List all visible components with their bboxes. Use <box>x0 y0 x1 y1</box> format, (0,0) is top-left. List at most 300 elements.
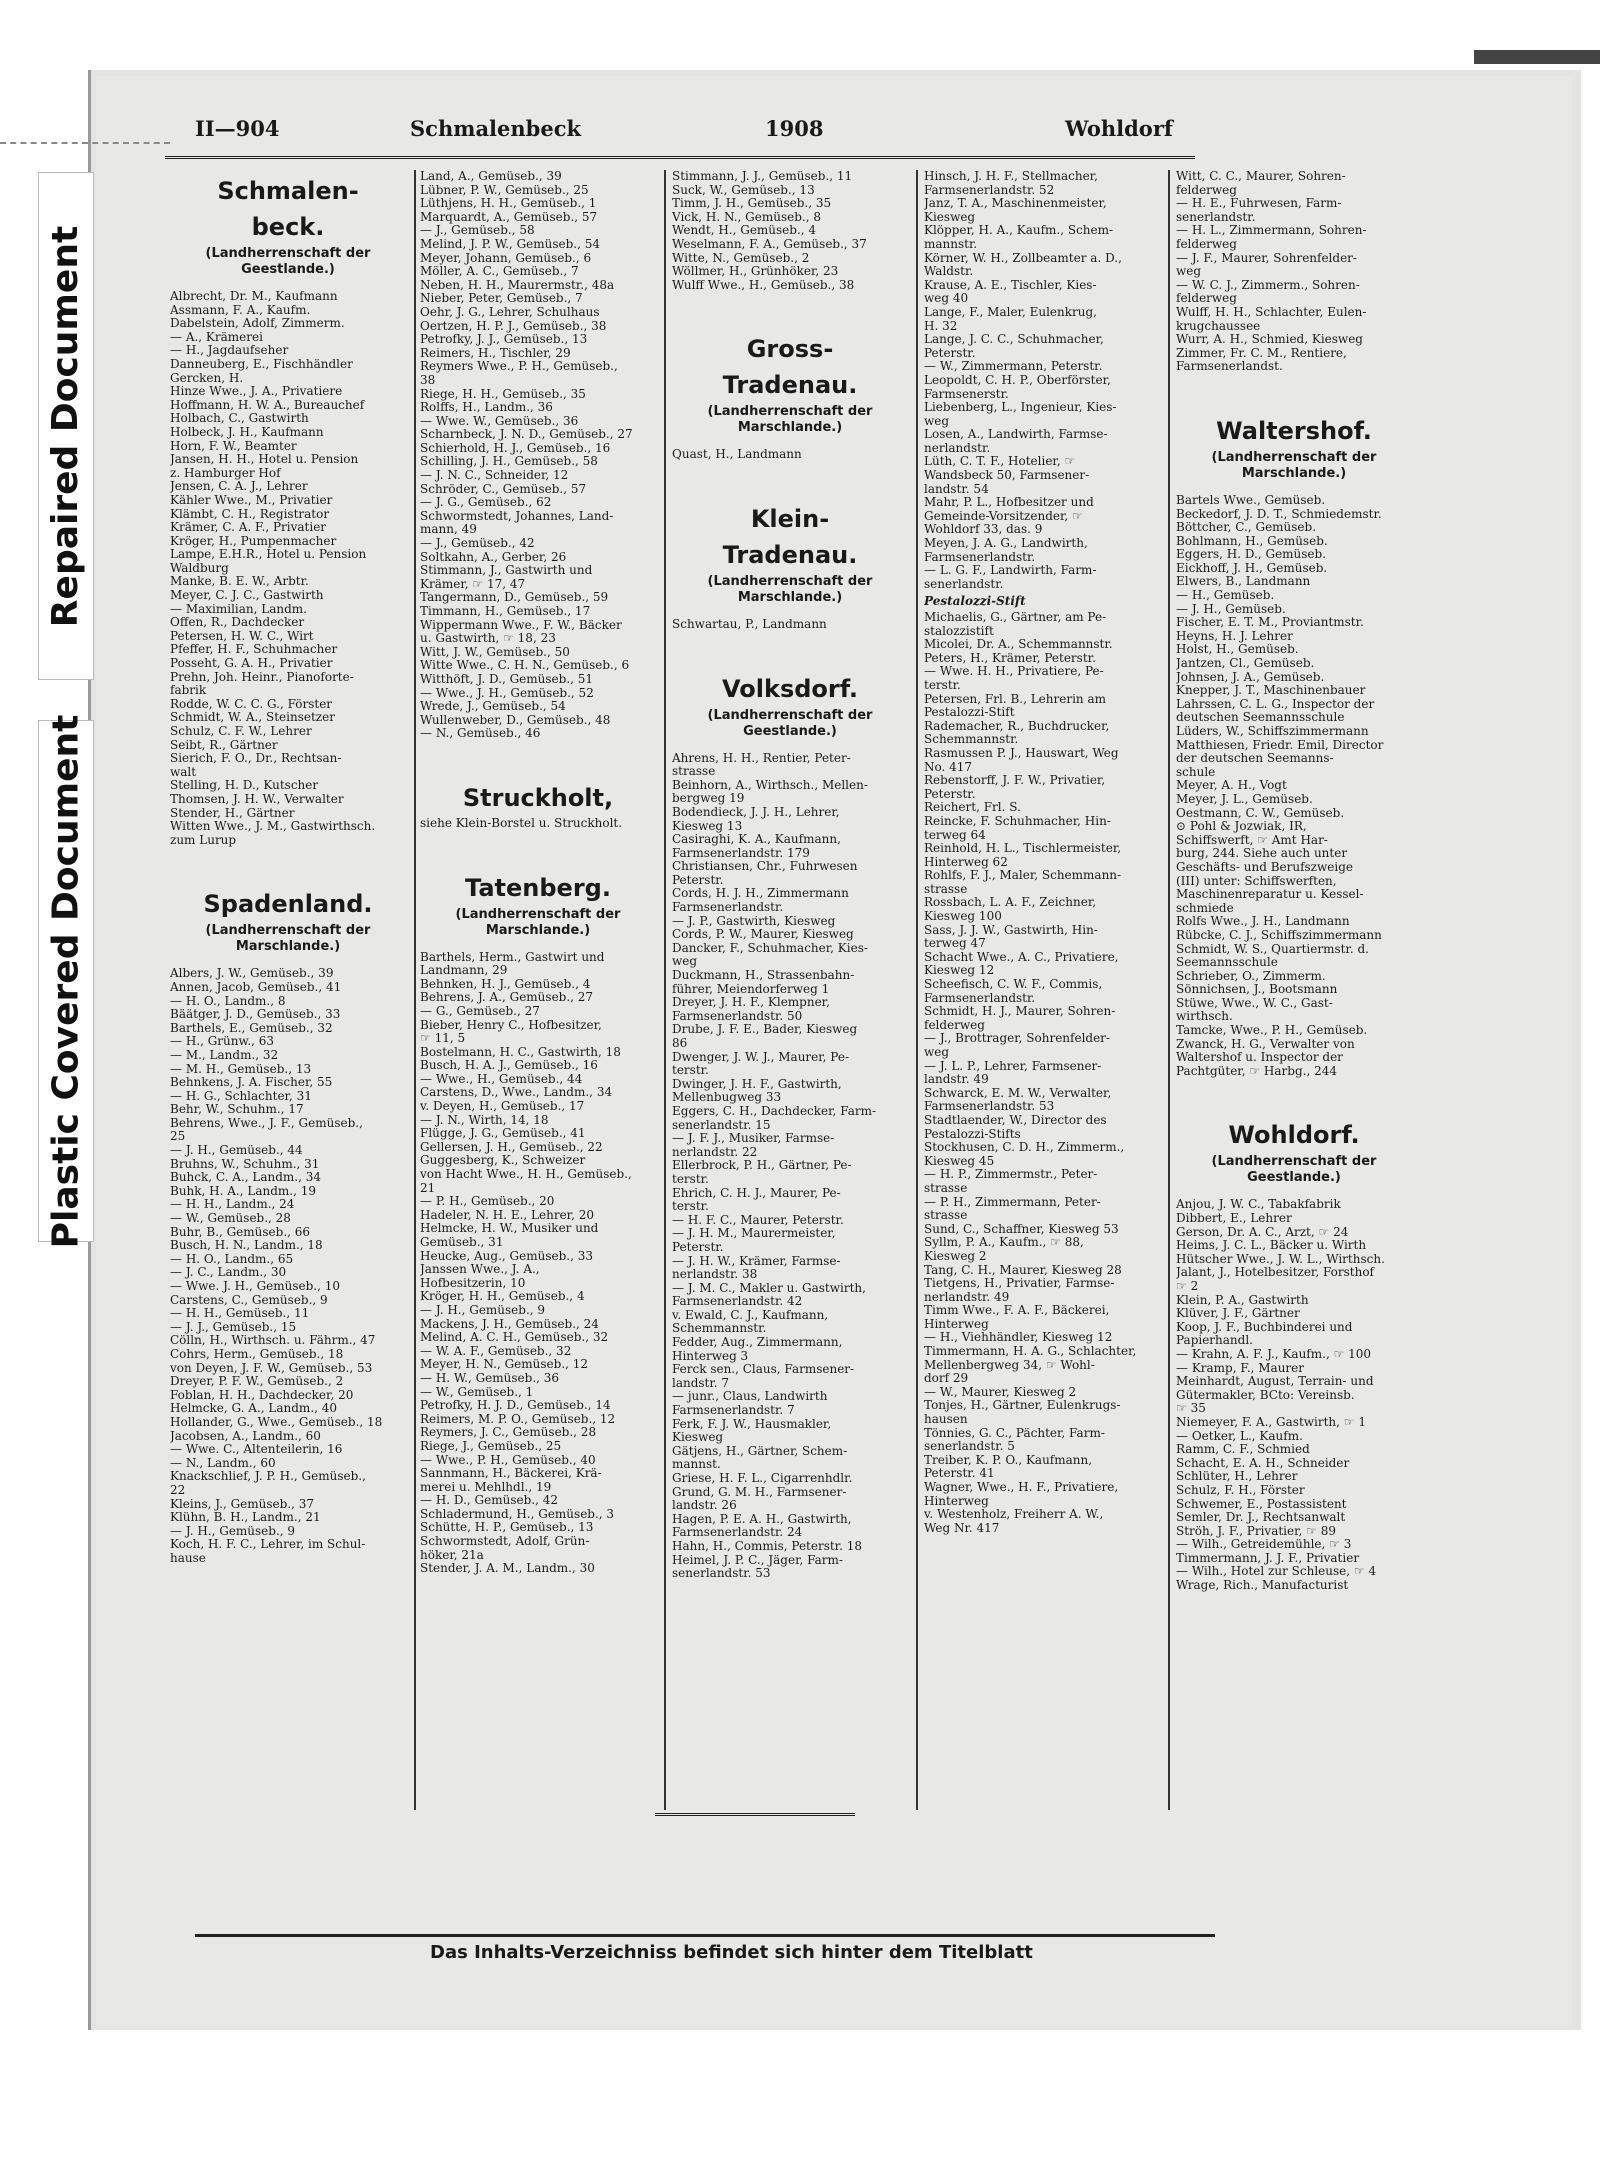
directory-entry: Buhk, H. A., Landm., 19 <box>170 1184 317 1198</box>
directory-entry: zum Lurup <box>170 833 237 847</box>
directory-entry: — L. G. F., Landwirth, Farm- <box>924 564 1097 578</box>
directory-entry: — J. H. M., Maurermeister, <box>672 1227 836 1241</box>
corner-marker <box>1474 50 1600 64</box>
directory-entry: Schwormstedt, Adolf, Grün- <box>420 1535 590 1549</box>
directory-entry: — Wwe., P. H., Gemüseb., 40 <box>420 1453 596 1467</box>
footer-rule <box>195 1934 1215 1937</box>
district-subheading: (Landherrenschaft der Geestlande.) <box>205 246 371 277</box>
directory-entry: Schmidt, W. A., Steinsetzer <box>170 711 335 725</box>
directory-entry: Schierhold, H. J., Gemüseb., 16 <box>420 441 611 455</box>
directory-entry: felderweg <box>924 1018 985 1032</box>
directory-entry: u. Gastwirth, ☞ 18, 23 <box>420 632 556 646</box>
directory-entry: strasse <box>924 1209 968 1223</box>
directory-entry: merei u. Mehlhdl., 19 <box>420 1480 552 1494</box>
directory-entry: wirthsch. <box>1176 1010 1233 1024</box>
directory-entry: Ströh, J. F., Privatier, ☞ 89 <box>1176 1524 1337 1538</box>
directory-entry: weg <box>924 414 950 428</box>
directory-entry: Sönnichsen, J., Bootsmann <box>1176 983 1338 997</box>
directory-entry: Oestmann, C. W., Gemüseb. <box>1176 806 1345 820</box>
directory-entry: Jantzen, Cl., Gemüseb. <box>1176 657 1315 671</box>
directory-entry: Körner, W. H., Zollbeamter a. D., <box>924 251 1122 265</box>
directory-entry: Wöllmer, H., Grünhöker, 23 <box>672 265 839 279</box>
place-heading: Klein- <box>750 504 830 533</box>
directory-entry: Tamcke, Wwe., P. H., Gemüseb. <box>1176 1024 1368 1038</box>
plastic-covered-text: Plastic Covered Document <box>45 714 87 1248</box>
directory-entry: Timm, J. H., Gemüseb., 35 <box>672 197 832 211</box>
directory-entry: Witte Wwe., C. H. N., Gemüseb., 6 <box>420 659 630 673</box>
district-subheading: (Landherrenschaft der Marschlande.) <box>707 404 873 436</box>
directory-entry: Reinhold, H. L., Tischlermeister, <box>924 842 1122 856</box>
directory-entry: Timmermann, J. J. F., Privatier <box>1176 1551 1360 1565</box>
directory-entry: Beckedorf, J. D. T., Schmiedemstr. <box>1176 507 1382 521</box>
directory-entry: Reimers, H., Tischler, 29 <box>420 346 571 360</box>
directory-entry: strasse <box>924 1181 968 1195</box>
directory-entry: — J. H., Gemüseb., 9 <box>170 1524 296 1538</box>
directory-entry: Petrofky, H. J. D., Gemüseb., 14 <box>420 1399 611 1413</box>
directory-entry: — junr., Claus, Landwirth <box>672 1390 828 1404</box>
directory-entry: — J. G., Gemüseb., 62 <box>420 496 552 510</box>
directory-entry: der deutschen Seemanns- <box>1176 752 1334 766</box>
directory-entry: Meyer, A. H., Vogt <box>1176 779 1287 793</box>
place-heading: beck. <box>251 213 325 241</box>
directory-entry: — J. H., Gemüseb., 44 <box>170 1144 303 1158</box>
directory-entry: Mackens, J. H., Gemüseb., 24 <box>420 1317 599 1331</box>
directory-entry: — H. W., Gemüseb., 36 <box>420 1371 560 1385</box>
directory-entry: Michaelis, G., Gärtner, am Pe- <box>924 611 1107 624</box>
directory-entry: Jansen, H. H., Hotel u. Pension <box>170 453 359 467</box>
directory-entry: Nieber, Peter, Gemüseb., 7 <box>420 292 583 306</box>
directory-entry: Schulz, C. F. W., Lehrer <box>170 725 312 738</box>
directory-entry: — M., Landm., 32 <box>170 1048 279 1062</box>
directory-entry: Möller, A. C., Gemüseb., 7 <box>420 265 579 279</box>
directory-entry: Gätjens, H., Gärtner, Schem- <box>672 1444 848 1458</box>
directory-entry: Horn, F. W., Beamter <box>170 439 297 453</box>
directory-entry: mannst. <box>672 1458 721 1472</box>
directory-entry: Dreyer, J. H. F., Klempner, <box>672 996 830 1010</box>
directory-entry: Sund, C., Schaffner, Kiesweg 53 <box>924 1222 1119 1236</box>
directory-entry: terweg 64 <box>924 828 986 842</box>
directory-entry: Krämer, ☞ 17, 47 <box>420 577 526 591</box>
directory-entry: Kiesweg <box>672 1431 724 1445</box>
directory-entry: 38 <box>420 373 436 387</box>
directory-entry: Rodde, W. C. C. G., Förster <box>170 697 333 711</box>
directory-entry: Geschäfts- und Berufszweige <box>1176 860 1353 874</box>
district-subheading: (Landherrenschaft der Marschlande.) <box>205 923 371 955</box>
place-heading: Spadenland. <box>203 890 373 919</box>
directory-entry: Rebenstorff, J. F. W., Privatier, <box>924 774 1106 788</box>
district-subheading: (Landherrenschaft der Geestlande.) <box>707 707 873 739</box>
directory-entry: Carstens, D., Wwe., Landm., 34 <box>420 1086 613 1100</box>
directory-entry: Schulz, F. H., Förster <box>1176 1483 1305 1497</box>
directory-entry: Janz, T. A., Maschinenmeister, <box>924 197 1107 211</box>
directory-entry: Farmsenerlandstr. 52 <box>924 183 1055 197</box>
directory-entry: — M. H., Gemüseb., 13 <box>170 1062 312 1076</box>
directory-entry: Peterstr. 41 <box>924 1467 995 1481</box>
directory-entry: ☞ 35 <box>1176 1402 1206 1416</box>
directory-entry: terweg 47 <box>924 937 986 951</box>
directory-entry: Sannmann, H., Bäckerei, Krä- <box>420 1467 602 1481</box>
directory-entry: Witt, C. C., Maurer, Sohren- <box>1176 170 1346 183</box>
directory-entry: Stüwe, Wwe., W. C., Gast- <box>1176 996 1333 1010</box>
directory-entry: v. Ewald, C. J., Kaufmann, <box>672 1308 829 1322</box>
directory-entry: siehe Klein-Borstel u. Struckholt. <box>420 816 623 830</box>
directory-entry: Wurr, A. H., Schmied, Kiesweg <box>1176 333 1363 347</box>
directory-entry: Meyer, Johann, Gemüseb., 6 <box>420 251 592 265</box>
directory-entry: Christiansen, Chr., Fuhrwesen <box>672 860 858 874</box>
directory-entry: Rademacher, R., Buchdrucker, <box>924 719 1110 733</box>
directory-entry: Seemannsschule <box>1176 956 1278 970</box>
directory-entry: nerlandstr. <box>924 441 991 455</box>
directory-entry: Krause, A. E., Tischler, Kies- <box>924 278 1097 292</box>
directory-entry: Kiesweg <box>924 210 976 224</box>
directory-entry: Kiesweg 45 <box>924 1154 995 1168</box>
directory-entry: senerlandstr. 5 <box>924 1440 1015 1454</box>
directory-entry: Treiber, K. P. O., Kaufmann, <box>924 1453 1093 1467</box>
directory-entry: Riege, J., Gemüseb., 25 <box>420 1439 562 1453</box>
directory-entry: Hinterweg <box>924 1317 989 1331</box>
directory-entry: Mahr, P. L., Hofbesitzer und <box>924 496 1094 510</box>
directory-entry: Wendt, H., Gemüseb., 4 <box>672 224 817 238</box>
directory-entry: Ramm, C. F., Schmied <box>1176 1443 1310 1457</box>
directory-entry: Waltershof u. Inspector der <box>1176 1051 1343 1065</box>
place-heading: Volksdorf. <box>722 674 858 703</box>
directory-entry: Rossbach, L. A. F., Zeichner, <box>924 896 1097 910</box>
directory-entry: walt <box>170 765 197 779</box>
directory-entry: stalozzistift <box>924 624 994 638</box>
directory-entry: — H. P., Zimmermstr., Peter- <box>924 1168 1098 1182</box>
directory-entry: Farmsenerlandstr. 24 <box>672 1526 803 1540</box>
directory-entry: — H. L., Zimmermann, Sohren- <box>1176 224 1367 238</box>
directory-entry: Lübner, P. W., Gemüseb., 25 <box>420 183 589 197</box>
directory-entry: Sierich, F. O., Dr., Rechtsan- <box>170 752 342 766</box>
directory-entry: Lüth, C. T. F., Hotelier, ☞ <box>924 455 1076 469</box>
directory-entry: hausen <box>924 1413 968 1427</box>
directory-entry: Rasmussen P. J., Hauswart, Weg <box>924 746 1119 760</box>
directory-entry: — Wwe. H. H., Privatiere, Pe- <box>924 665 1104 679</box>
directory-entry: Rolfs Wwe., J. H., Landmann <box>1176 915 1350 929</box>
directory-entry: Cords, H. J. H., Zimmermann <box>672 887 849 901</box>
directory-entry: — Kramp, F., Maurer <box>1176 1361 1305 1375</box>
directory-entry: Reymers Wwe., P. H., Gemüseb., <box>420 360 618 374</box>
directory-entry: Ehrich, C. H. J., Maurer, Pe- <box>672 1186 841 1200</box>
directory-entry: Hinsch, J. H. F., Stellmacher, <box>924 170 1098 183</box>
directory-entry: Rolffs, H., Landm., 36 <box>420 401 553 415</box>
section-label: Pestalozzi-Stift <box>924 594 1026 609</box>
district-subheading: (Landherrenschaft der Marschlande.) <box>1211 449 1377 481</box>
directory-entry: Ferck sen., Claus, Farmsener- <box>672 1363 855 1377</box>
directory-entry: Danneuberg, E., Fischhändler <box>170 357 353 371</box>
district-subheading: (Landherrenschaft der Marschlande.) <box>455 906 621 938</box>
directory-entry: Tonjes, H., Gärtner, Eulenkrugs- <box>924 1399 1121 1413</box>
directory-entry: Guggesberg, K., Schweizer <box>420 1154 586 1168</box>
directory-entry: — H. F. C., Maurer, Peterstr. <box>672 1213 844 1227</box>
directory-entry: felderweg <box>1176 292 1237 306</box>
directory-entry: Schwartau, P., Landmann <box>672 617 827 631</box>
directory-entry: Zimmer, Fr. C. M., Rentiere, <box>1176 346 1347 360</box>
directory-entry: Schrieber, O., Zimmerm. <box>1176 969 1326 983</box>
directory-entry: Stimmann, J., Gastwirth und <box>420 564 593 578</box>
directory-entry: Liebenberg, L., Ingenieur, Kies- <box>924 401 1117 415</box>
directory-entry: Gellersen, J. H., Gemüseb., 22 <box>420 1140 603 1154</box>
directory-entry: 22 <box>170 1483 186 1497</box>
directory-entry: — H. O., Landm., 65 <box>170 1252 294 1266</box>
directory-entry: Hollander, G., Wwe., Gemüseb., 18 <box>170 1415 383 1429</box>
directory-entry: Schmidt, H. J., Maurer, Sohren- <box>924 1005 1116 1019</box>
plastic-covered-label <box>38 714 94 1248</box>
directory-entry: Farmsenerlandstr. 53 <box>924 1100 1055 1114</box>
directory-entry: — H., Gemüseb. <box>1176 589 1275 603</box>
directory-entry: Behnkens, J. A. Fischer, 55 <box>170 1076 333 1090</box>
directory-entry: ☞ 2 <box>1176 1280 1199 1293</box>
directory-entry: mann, 49 <box>420 523 477 537</box>
directory-entry: Schwormstedt, Johannes, Land- <box>420 509 614 523</box>
section-gap <box>420 741 656 777</box>
directory-entry: Farmsenerlandst. <box>1176 360 1283 374</box>
directory-entry: Ferk, F. J. W., Hausmakler, <box>672 1417 832 1431</box>
directory-entry: Reincke, F. Schuhmacher, Hin- <box>924 814 1111 828</box>
directory-entry: Gercken, H. <box>170 371 244 385</box>
directory-entry: burg, 244. Siehe auch unter <box>1176 847 1348 861</box>
directory-entry: Peterstr. <box>672 1240 724 1254</box>
directory-entry: terstr. <box>672 1064 709 1078</box>
directory-entry: Farmsenerlandstr. <box>924 550 1036 564</box>
directory-entry: felderweg <box>1176 237 1237 251</box>
directory-entry: Klüver, J. F., Gärtner <box>1176 1307 1300 1321</box>
directory-entry: weg 40 <box>924 292 969 306</box>
directory-entry: Prehn, Joh. Heinr., Pianoforte- <box>170 670 354 684</box>
directory-entry: Oehr, J. G., Lehrer, Schulhaus <box>420 305 600 319</box>
directory-entry: — J., Brottrager, Sohrenfelder- <box>924 1032 1110 1046</box>
directory-entry: — J. P., Gastwirth, Kiesweg <box>672 914 836 928</box>
directory-entry: Schwarck, E. M. W., Verwalter, <box>924 1086 1112 1100</box>
directory-entry: landstr. 49 <box>924 1073 989 1087</box>
directory-entry: Heyns, H. J. Lehrer <box>1176 629 1293 643</box>
directory-entry: — Krahn, A. F. J., Kaufm., ☞ 100 <box>1176 1347 1372 1361</box>
directory-entry: — J. H. W., Krämer, Farmse- <box>672 1254 841 1268</box>
directory-entry: senerlandstr. 53 <box>672 1567 771 1581</box>
directory-entry: Gemüseb., 31 <box>420 1236 504 1249</box>
directory-entry: Wrede, J., Gemüseb., 54 <box>420 700 566 714</box>
directory-entry: — J. L. P., Lehrer, Farmsener- <box>924 1059 1102 1073</box>
directory-entry: — H. O., Landm., 8 <box>170 994 286 1008</box>
place-heading: Waltershof. <box>1216 416 1372 445</box>
directory-entry: Reimers, M. P. O., Gemüseb., 12 <box>420 1412 616 1426</box>
directory-entry: Wagner, Wwe., H. F., Privatiere, <box>924 1481 1119 1494</box>
directory-entry: Semler, Dr. J., Rechtsanwalt <box>1176 1511 1346 1525</box>
column-1 <box>170 170 406 1810</box>
directory-entry: Meyer, H. N., Gemüseb., 12 <box>420 1358 589 1372</box>
directory-entry: Stender, J. A. M., Landm., 30 <box>420 1562 595 1576</box>
directory-entry: Kiesweg 2 <box>924 1249 987 1263</box>
directory-entry: Buhck, C. A., Landm., 34 <box>170 1171 322 1185</box>
directory-entry: Klühn, B. H., Landm., 21 <box>170 1511 321 1525</box>
directory-entry: — P. H., Gemüseb., 20 <box>420 1195 555 1209</box>
directory-entry: weg <box>924 1046 950 1059</box>
directory-entry: Schwemer, E., Postassistent <box>1176 1497 1347 1511</box>
directory-entry: Farmsenerlandstr. 50 <box>672 1009 803 1023</box>
directory-entry: — G., Gemüseb., 27 <box>420 1004 540 1018</box>
directory-entry: Petrofky, J. J., Gemüseb., 13 <box>420 333 588 347</box>
directory-entry: Kähler Wwe., M., Privatier <box>170 493 333 507</box>
directory-entry: Griese, H. F. L., Cigarrenhdlr. <box>672 1472 853 1485</box>
directory-entry: Helmcke, H. W., Musiker und <box>420 1222 599 1236</box>
directory-entry: Timm Wwe., F. A. F., Bäckerei, <box>924 1304 1110 1318</box>
directory-entry: Schröder, C., Gemüseb., 57 <box>420 482 587 496</box>
directory-entry: Holst, H., Gemüseb. <box>1176 643 1299 657</box>
directory-entry: Stimmann, J. J., Gemüseb., 11 <box>672 170 853 183</box>
directory-entry: Bostelmann, H. C., Gastwirth, 18 <box>420 1045 621 1059</box>
directory-entry: Klein, P. A., Gastwirth <box>1176 1293 1309 1307</box>
directory-entry: Wandsbeck 50, Farmsener- <box>924 469 1090 483</box>
directory-entry: — J. F., Maurer, Sohrenfelder- <box>1176 251 1357 265</box>
directory-entry: 86 <box>672 1037 688 1050</box>
directory-entry: Weg Nr. 417 <box>924 1521 1000 1535</box>
directory-entry: hause <box>170 1551 206 1565</box>
directory-entry: Holbach, C., Gastwirth <box>170 412 309 426</box>
directory-entry: — H. H., Landm., 24 <box>170 1198 295 1212</box>
directory-entry: Behrens, J. A., Gemüseb., 27 <box>420 991 594 1005</box>
directory-entry: Posseht, G. A. H., Privatier <box>170 657 333 671</box>
directory-entry: landstr. 26 <box>672 1499 737 1513</box>
directory-entry: Lahrssen, C. L. G., Inspector der <box>1176 697 1375 711</box>
directory-entry: Lüthjens, H. H., Gemüseb., 1 <box>420 197 597 211</box>
directory-entry: Lange, J. C. C., Schuhmacher, <box>924 333 1104 347</box>
directory-entry: z. Hamburger Hof <box>170 466 281 480</box>
directory-entry: Beinhorn, A., Wirthsch., Mellen- <box>672 778 868 792</box>
directory-entry: (III) unter: Schiffswerften, <box>1176 874 1337 888</box>
directory-entry: — H., Grünw., 63 <box>170 1035 275 1049</box>
directory-entry: Eggers, H. D., Gemüseb. <box>1176 548 1327 562</box>
directory-entry: Koch, H. F. C., Lehrer, im Schul- <box>170 1538 366 1552</box>
directory-entry: Cohrs, Herm., Gemüseb., 18 <box>170 1347 344 1361</box>
directory-entry: Micolei, Dr. A., Schemmannstr. <box>924 638 1113 652</box>
directory-entry: senerlandstr. <box>924 577 1004 591</box>
directory-entry: Seibt, R., Gärtner <box>170 738 278 752</box>
place-heading: Struckholt, <box>462 783 614 812</box>
section-gap <box>672 632 908 668</box>
directory-entry: Meyer, C. J. C., Gastwirth <box>170 589 324 603</box>
directory-entry: Heucke, Aug., Gemüseb., 33 <box>420 1249 593 1263</box>
directory-entry: Fischer, E. T. M., Proviantmstr. <box>1176 616 1364 630</box>
directory-entry: Vick, H. N., Gemüseb., 8 <box>672 210 821 224</box>
directory-entry: Carstens, C., Gemüseb., 9 <box>170 1293 328 1307</box>
directory-entry: Hinterweg 62 <box>924 855 1008 869</box>
directory-entry: Reymers, J. C., Gemüseb., 28 <box>420 1426 597 1440</box>
directory-entry: Albrecht, Dr. M., Kaufmann <box>170 290 338 303</box>
directory-entry: Knepper, J. T., Maschinenbauer <box>1176 684 1366 698</box>
directory-entry: Eickhoff, J. H., Gemüseb. <box>1176 561 1328 575</box>
directory-entry: Papierhandl. <box>1176 1334 1253 1348</box>
directory-entry: Ahrens, H. H., Rentier, Peter- <box>672 751 851 765</box>
directory-entry: schmiede <box>1176 901 1234 915</box>
directory-entry: 21 <box>420 1181 436 1195</box>
repaired-document-text: Repaired Document <box>45 225 87 627</box>
column-separator <box>414 170 416 1810</box>
directory-entry: terstr. <box>672 1200 709 1214</box>
directory-entry: — Maximilian, Landm. <box>170 602 307 616</box>
directory-entry: Holbeck, J. H., Kaufmann <box>170 425 324 439</box>
directory-entry: 25 <box>170 1130 186 1144</box>
directory-entry: Matthiesen, Friedr. Emil, Director <box>1176 738 1384 752</box>
directory-entry: Soltkahn, A., Gerber, 26 <box>420 550 567 564</box>
footer-note: Das Inhalts-Verzeichniss befindet sich hinter dem Titelblatt <box>430 1942 1033 1963</box>
directory-entry: Bieber, Henry C., Hofbesitzer, <box>420 1018 602 1032</box>
place-heading: Tradenau. <box>722 371 858 400</box>
directory-entry: — W., Zimmermann, Peterstr. <box>924 360 1103 374</box>
directory-entry: Niemeyer, F. A., Gastwirth, ☞ 1 <box>1176 1415 1366 1429</box>
right-running-title: Wohldorf <box>1065 116 1173 141</box>
directory-entry: Bäätger, J. D., Gemüseb., 33 <box>170 1008 341 1022</box>
directory-entry: Stelling, H. D., Kutscher <box>170 779 319 793</box>
directory-entry: Hinterweg 3 <box>672 1349 749 1363</box>
directory-entry: Dwinger, J. H. F., Gastwirth, <box>672 1077 842 1091</box>
directory-entry: Sass, J. J. W., Gastwirth, Hin- <box>924 923 1098 937</box>
directory-entry: Hofbesitzerin, 10 <box>420 1276 526 1290</box>
directory-entry: Manke, B. E. W., Arbtr. <box>170 575 309 589</box>
directory-entry: H. 32 <box>924 319 958 333</box>
section-gap <box>1176 374 1412 410</box>
directory-entry: Ellerbrock, P. H., Gärtner, Pe- <box>672 1159 852 1173</box>
directory-entry: — Wwe. J. H., Gemüseb., 10 <box>170 1280 341 1293</box>
directory-entry: Klöpper, H. A., Kaufm., Schem- <box>924 224 1114 238</box>
column-5 <box>1176 170 1412 1810</box>
directory-entry: Tangermann, D., Gemüseb., 59 <box>420 591 609 605</box>
directory-entry: Tang, C. H., Maurer, Kiesweg 28 <box>924 1263 1122 1277</box>
directory-entry: Dreyer, P. F. W., Gemüseb., 2 <box>170 1375 344 1389</box>
directory-entry: Behnken, H. J., Gemüseb., 4 <box>420 977 591 991</box>
directory-entry: — W., Maurer, Kiesweg 2 <box>924 1385 1077 1399</box>
directory-entry: Schmidt, W. S., Quartiermstr. d. <box>1176 942 1369 956</box>
directory-entry: Farmsenerstr. <box>924 387 1009 401</box>
directory-entry: Petersen, Frl. B., Lehrerin am <box>924 692 1106 706</box>
district-subheading: (Landherrenschaft der Geestlande.) <box>1211 1154 1377 1186</box>
directory-entry: — J. M. C., Makler u. Gastwirth, <box>672 1281 866 1295</box>
directory-entry: Witten Wwe., J. M., Gastwirthsch. <box>170 820 376 834</box>
directory-entry: Thomsen, J. H. W., Verwalter <box>170 792 344 806</box>
place-heading: Schmalen- <box>217 177 359 205</box>
directory-entry: — W., Gemüseb., 28 <box>170 1212 291 1226</box>
directory-entry: Lampe, E.H.R., Hotel u. Pension <box>170 548 367 562</box>
directory-entry: Schacht, E. A. H., Schneider <box>1176 1456 1350 1470</box>
directory-entry: — Oetker, L., Kaufm. <box>1176 1429 1303 1443</box>
directory-entry: v. Deyen, H., Gemüseb., 17 <box>420 1100 585 1114</box>
directory-entry: Wohldorf 33, das. 9 <box>924 523 1043 537</box>
directory-entry: — H. H., Gemüseb., 11 <box>170 1307 310 1321</box>
directory-entry: Wrage, Rich., Manufacturist <box>1176 1579 1349 1593</box>
directory-entry: Schütte, H. P., Gemüseb., 13 <box>420 1521 594 1535</box>
directory-entry: Kiesweg 13 <box>672 819 743 833</box>
directory-entry: — H. E., Fuhrwesen, Farm- <box>1176 197 1342 211</box>
directory-entry: senerlandstr. 15 <box>672 1118 771 1132</box>
dashed-cut-line <box>0 142 170 144</box>
directory-entry: — Wilh., Hotel zur Schleuse, ☞ 4 <box>1176 1565 1377 1579</box>
directory-entry: Maschinenreparatur u. Kessel- <box>1176 888 1364 902</box>
directory-entry: Leopoldt, C. H. P., Oberförster, <box>924 373 1111 387</box>
repaired-document-label <box>38 172 94 680</box>
directory-entry: Klämbt, C. H., Registrator <box>170 507 330 521</box>
directory-entry: Kiesweg 12 <box>924 964 995 978</box>
directory-entry: Hinze Wwe., J. A., Privatiere <box>170 385 343 399</box>
directory-entry: Melind, J. P. W., Gemüseb., 54 <box>420 237 601 251</box>
directory-entry: — J. N. C., Schneider, 12 <box>420 469 569 483</box>
directory-entry: Zwanck, H. G., Verwalter von <box>1176 1037 1355 1051</box>
directory-entry: Riege, H. H., Gemüseb., 35 <box>420 387 586 401</box>
directory-entry: Witte, N., Gemüseb., 2 <box>672 251 810 265</box>
directory-entry: Waldburg <box>170 561 229 575</box>
directory-entry: Losen, A., Landwirth, Farmse- <box>924 428 1108 442</box>
directory-entry: — Wwe., J. H., Gemüseb., 52 <box>420 686 594 700</box>
directory-entry: Bohlmann, H., Gemüseb. <box>1176 534 1328 548</box>
